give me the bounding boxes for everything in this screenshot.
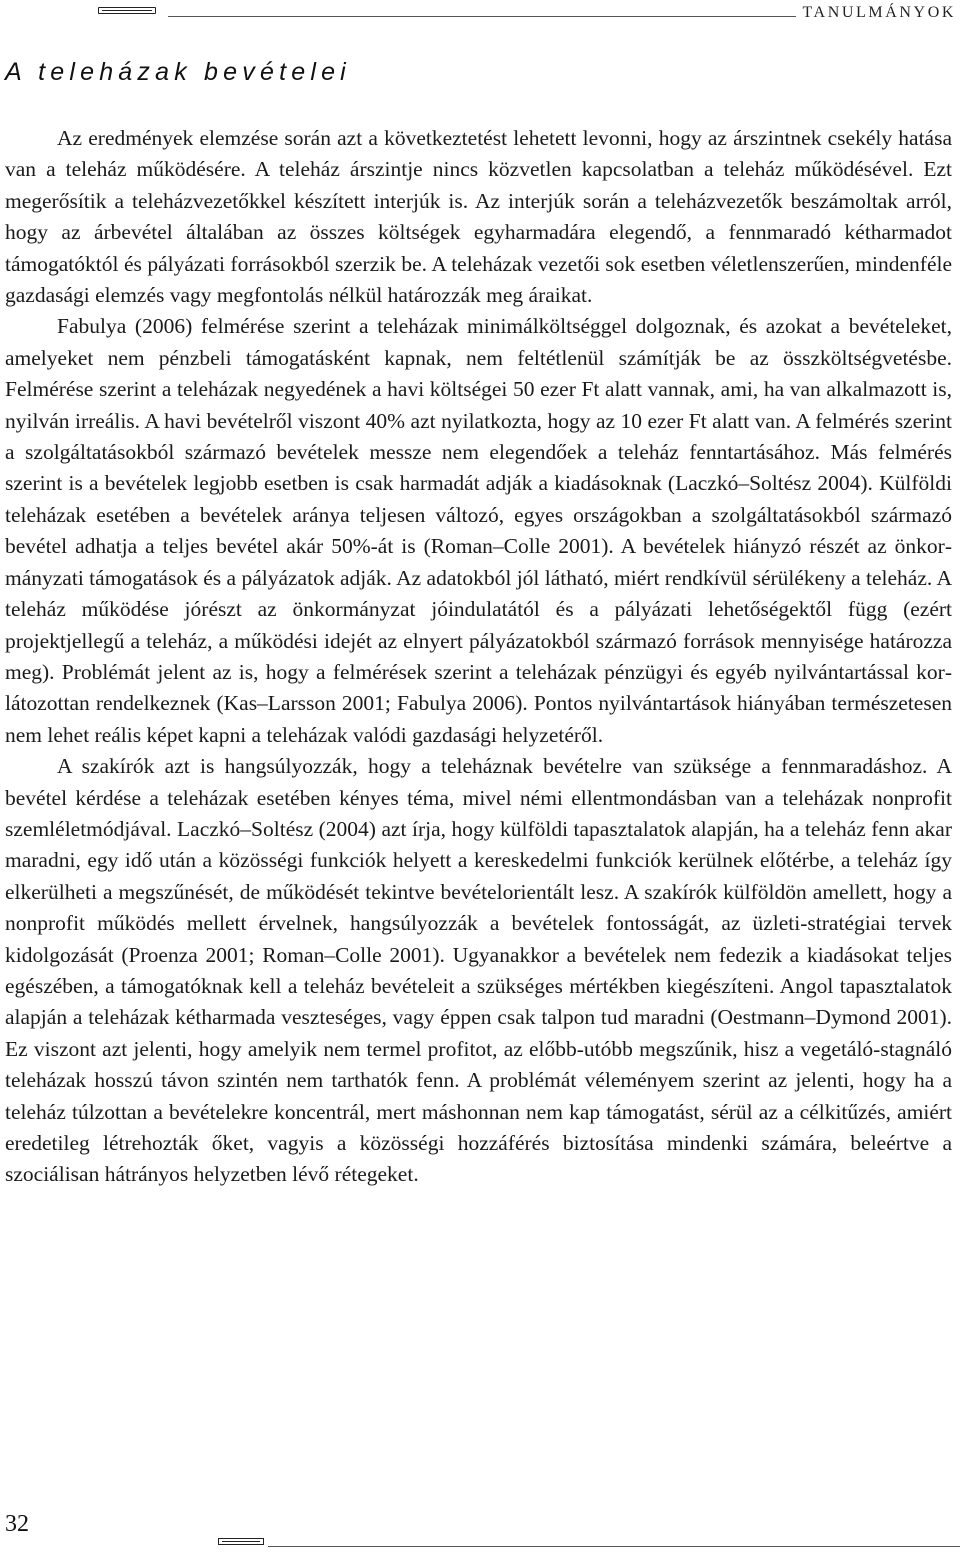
paragraph: Az eredmények elemzése során azt a következtetést lehetett levonni, hogy az árszintnek csekély hatása van a teleház működésére. A teleház árszintje nincs közvetlen kapcsolatban a teleház működésével. Ezt megerősítik a teleházvezetőkkel készített interjúk is. Az interjúk során a teleházvezetők beszámoltak arról, hogy az árbevétel általában az összes költségek egyharmadára elegendő, a fennmaradó kétharmadot támogatóktól és pályázati forrásokból szerzik be. A teleházak vezetői sok esetben véletlenszerűen, mindenféle gazdasági elemzés vagy megfontolás nélkül határozzák meg áraikat. <box>5 126 952 308</box>
section-label: TANULMÁNYOK <box>796 4 956 22</box>
section-title: A teleházak bevételei <box>5 58 351 86</box>
paragraph: A szakírók azt is hangsúlyozzák, hogy a teleháznak bevételre van szüksége a fennmaradáshoz. A bevétel kérdése a teleházak esetében kényes téma, mivel némi ellentmondásban van a teleházak nonprofit szemléletmódjával. Laczkó–Soltész (2004) azt írja, hogy külföldi tapasztalatok alapján, ha a teleház fenn akar maradni, egy idő után a közösségi funkciók helyett a kereskedelmi funkciók kerülnek előtérbe, a teleház így elkerülheti a megszűnését, de működését tekintve bevételorientált lesz. A szakírók külföldön amellett, hogy a nonprofit működés mellett érvelnek, hangsúlyozzák a bevételek fontosságát, az üzleti-stratégiai tervek kidolgozását (Proenza 2001; Roman–Colle 2001). Ugyanakkor a bevételek nem fedezik a kiadásokat teljes egészében, a támogatóknak kell a teleház bevételeit a szükséges mértékben kiegészíteni. Angol tapasztalatok alapján a teleházak kétharmada veszteséges, vagy éppen csak talpon tud maradni (Oestmann–Dymond 2001). Ez viszont azt jelenti, hogy amelyik nem termel profitot, az előbb-utóbb megszűnik, hisz a vegetáló-stagnáló teleházak hosszú távon szintén nem tarthatók fenn. A problémát véleményem szerint az jelenti, hogy ha a teleház túlzottan a bevételekre koncentrál, mert máshonnan nem kap támogatást, sérül az a célkitűzés, amiért eredetileg létrehozták őket, vagyis a közösségi hozzáférés biztosítása mindenki számára, beleértve a szociálisan hátrányos helyzetben lévő rétegeket. <box>5 754 952 1187</box>
header-ornament <box>98 7 156 14</box>
page-number: 32 <box>5 1511 29 1537</box>
footer-ornament <box>218 1538 264 1545</box>
article-body <box>5 123 952 1191</box>
footer-rule <box>268 1546 960 1547</box>
paragraph: Fabulya (2006) felmérése szerint a teleházak minimálköltséggel dolgoznak, és azokat a bevételeket, amelyeket nem pénzbeli támogatásként kapnak, nem feltétlenül számítják be az összköltségvetésbe. Felmérése szerint a teleházak negyedének a havi költségei 50 ezer Ft alatt vannak, ami, ha van alkalmazott is, nyilván irreális. A havi bevételről viszont 40% azt nyilatkozta, hogy az 10 ezer Ft alatt van. A felmérés szerint a szolgáltatásokból származó bevételek messze nem elegendőek a teleház fenntartásához. Más felmérés szerint is a bevételek legjobb esetben is csak harmadát adják a kiadásoknak (Laczkó–Soltész 2004). Külföldi teleházak esetében a bevételek aránya teljesen változó, egyes országokban a szolgáltatásokból származó bevétel adhatja a teljes bevétel akár 50%-át is (Roman–Colle 2001). A bevételek hiányzó részét az önkormányzati támogatások és a pályázatok adják. Az adatokból jól látható, miért rendkívül sérülékeny a teleház. A teleház működése jórészt az önkormányzat jóindulatától és a pályázati lehetőségektől függ (ezért projektjellegű a teleház, a működési idejét az elnyert pályázatokból származó források mennyisége határozza meg). Problémát jelent az is, hogy a felmérések szerint a teleházak pénzügyi és egyéb nyilvántartással korlátozottan rendelkeznek (Kas–Larsson 2001; Fabulya 2006). Pontos nyilvántartások hiányában természetesen nem lehet reális képet kapni a teleházak valódi gazdasági helyzetéről. <box>5 314 952 747</box>
